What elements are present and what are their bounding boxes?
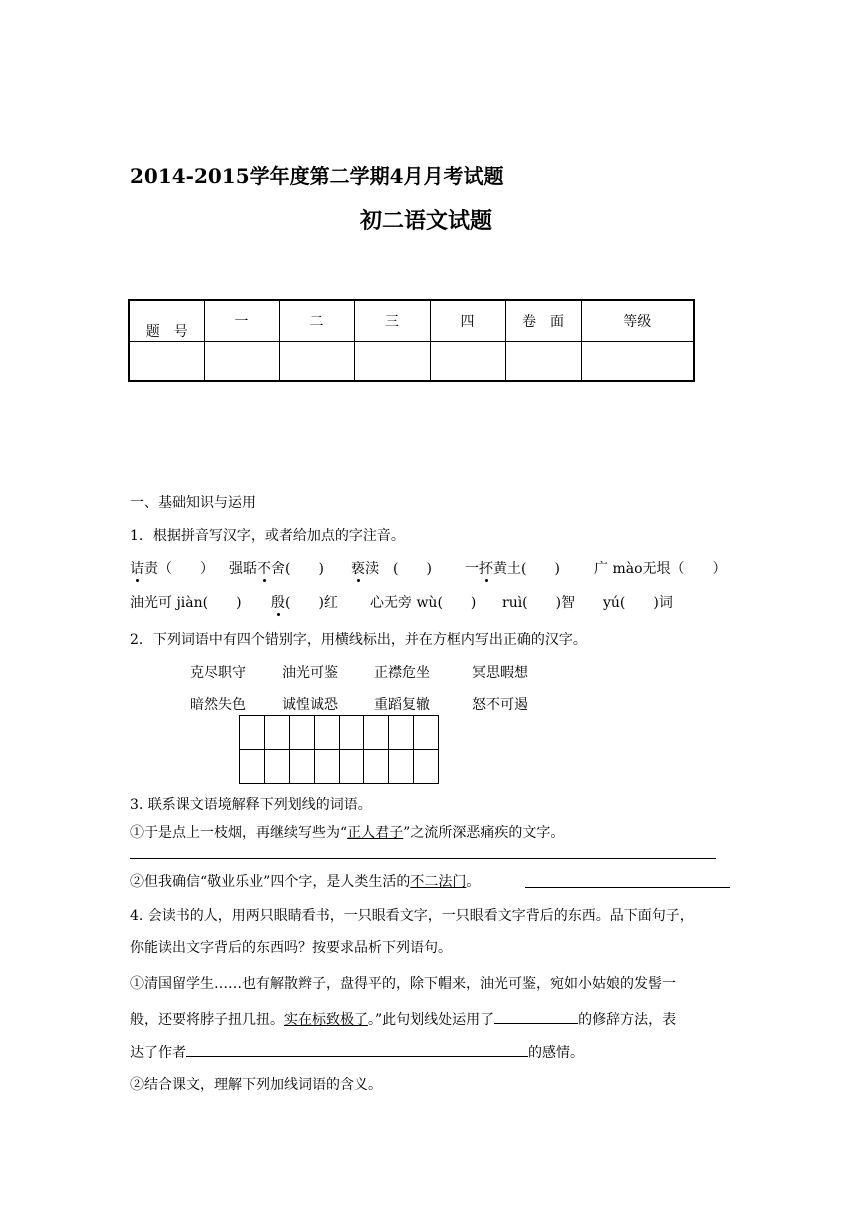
answer-box[interactable] [389, 750, 414, 784]
q2-word: 诚惶诚恐 [282, 697, 338, 713]
answer-box[interactable] [264, 750, 289, 784]
q3-item-1: ①于是点上一枝烟，再继续写些为“正人君子”之流所深恶痛疾的文字。 [130, 825, 565, 841]
q1-item-c: 亵渎 ( ) [351, 561, 432, 577]
score-col-4: 四 [430, 300, 505, 341]
q2-word: 重蹈复辙 [374, 697, 430, 713]
score-row-label: 题 号 [129, 300, 204, 341]
answer-box[interactable] [314, 750, 339, 784]
q2-word: 油光可鉴 [282, 665, 338, 681]
q1-item-h: 心无旁 wù( ) [370, 595, 477, 611]
q1-item-j: yú( )词 [603, 595, 673, 611]
score-cell [430, 341, 505, 381]
q4-item1-line3: 达了作者 的感情。 [130, 1041, 584, 1063]
answer-box[interactable] [314, 716, 339, 750]
q1-item-f: 油光可 jiàn( ) [130, 595, 242, 611]
q2-word: 克尽职守 [190, 665, 246, 681]
dotted-char: 不 [257, 561, 271, 577]
answer-box[interactable] [339, 750, 364, 784]
answer-box[interactable] [289, 716, 314, 750]
score-cell [505, 341, 581, 381]
answer-line[interactable] [130, 858, 716, 859]
answer-box[interactable] [240, 716, 265, 750]
q4-item1-line2: 般，还要将脖子扭几扭。实在标致极了。”此句划线处运用了 的修辞方法，表 [130, 1008, 676, 1030]
q1-item-e: 广 mào无垠（ ） [594, 561, 727, 577]
q4-item2: ②结合课文，理解下列加线词语的含义。 [130, 1077, 382, 1093]
q3-prompt: 3. 联系课文语境解释下列划线的词语。 [130, 797, 372, 813]
answer-box[interactable] [414, 750, 439, 784]
score-cell [129, 341, 204, 381]
underlined-phrase: 不二法门 [410, 874, 467, 890]
subject-title: 初二语文试题 [360, 208, 493, 234]
dotted-char: 抔 [479, 561, 493, 577]
answer-blank[interactable] [186, 1041, 528, 1057]
answer-box[interactable] [364, 716, 389, 750]
dotted-char: 殷 [271, 595, 285, 611]
section-heading: 一、基础知识与运用 [130, 495, 256, 511]
score-col-3: 三 [354, 300, 430, 341]
answer-line[interactable] [525, 887, 730, 888]
score-table [128, 299, 695, 382]
score-col-grade: 等级 [581, 300, 694, 341]
dotted-char: 诘 [130, 561, 144, 577]
q1-item-b: 强聒不舍( ) [229, 561, 324, 577]
q2-word: 冥思暇想 [472, 665, 528, 681]
answer-blank[interactable] [494, 1008, 578, 1024]
q2-prompt: 2．下列词语中有四个错别字，用横线标出，并在方框内写出正确的汉字。 [130, 632, 587, 648]
q1-item-i: ruì( )智 [502, 595, 576, 611]
q2-word: 正襟危坐 [374, 665, 430, 681]
q1-item-d: 一抔黄土( ) [465, 561, 560, 577]
q1-item-g: 殷( )红 [271, 595, 338, 611]
q4-prompt-line2: 你能读出文字背后的东西吗？按要求品析下列语句。 [130, 940, 452, 956]
answer-box[interactable] [364, 750, 389, 784]
dotted-char: 亵 [351, 561, 365, 577]
answer-box[interactable] [264, 716, 289, 750]
q3-item-2: ②但我确信“敬业乐业”四个字，是人类生活的不二法门。 [130, 874, 481, 890]
answer-box[interactable] [339, 716, 364, 750]
answer-box[interactable] [414, 716, 439, 750]
answer-grid [239, 715, 439, 784]
answer-box[interactable] [389, 716, 414, 750]
underlined-phrase: 正人君子 [347, 825, 404, 841]
score-cell [581, 341, 694, 381]
q1-prompt: 1．根据拼音写汉字，或者给加点的字注音。 [130, 528, 405, 544]
score-col-1: 一 [204, 300, 279, 341]
score-col-neatness: 卷 面 [505, 300, 581, 341]
answer-box[interactable] [289, 750, 314, 784]
q4-item1-line1: ①清国留学生……也有解散辫子，盘得平的，除下帽来，油光可鉴，宛如小姑娘的发髻一 [130, 976, 676, 992]
score-cell [279, 341, 354, 381]
score-cell [354, 341, 430, 381]
answer-box[interactable] [240, 750, 265, 784]
exam-title: 2014-2015学年度第二学期4月月考试题 [130, 164, 504, 188]
score-col-2: 二 [279, 300, 354, 341]
score-cell [204, 341, 279, 381]
q2-word: 怒不可遏 [472, 697, 528, 713]
q2-word: 暗然失色 [190, 697, 246, 713]
underlined-phrase: 实在标致极了 [284, 1012, 368, 1028]
q4-prompt-line1: 4. 会读书的人，用两只眼睛看书，一只眼看文字，一只眼看文字背后的东西。品下面句子， [130, 908, 694, 924]
q1-item-a: 诘责（ ） [130, 561, 214, 577]
